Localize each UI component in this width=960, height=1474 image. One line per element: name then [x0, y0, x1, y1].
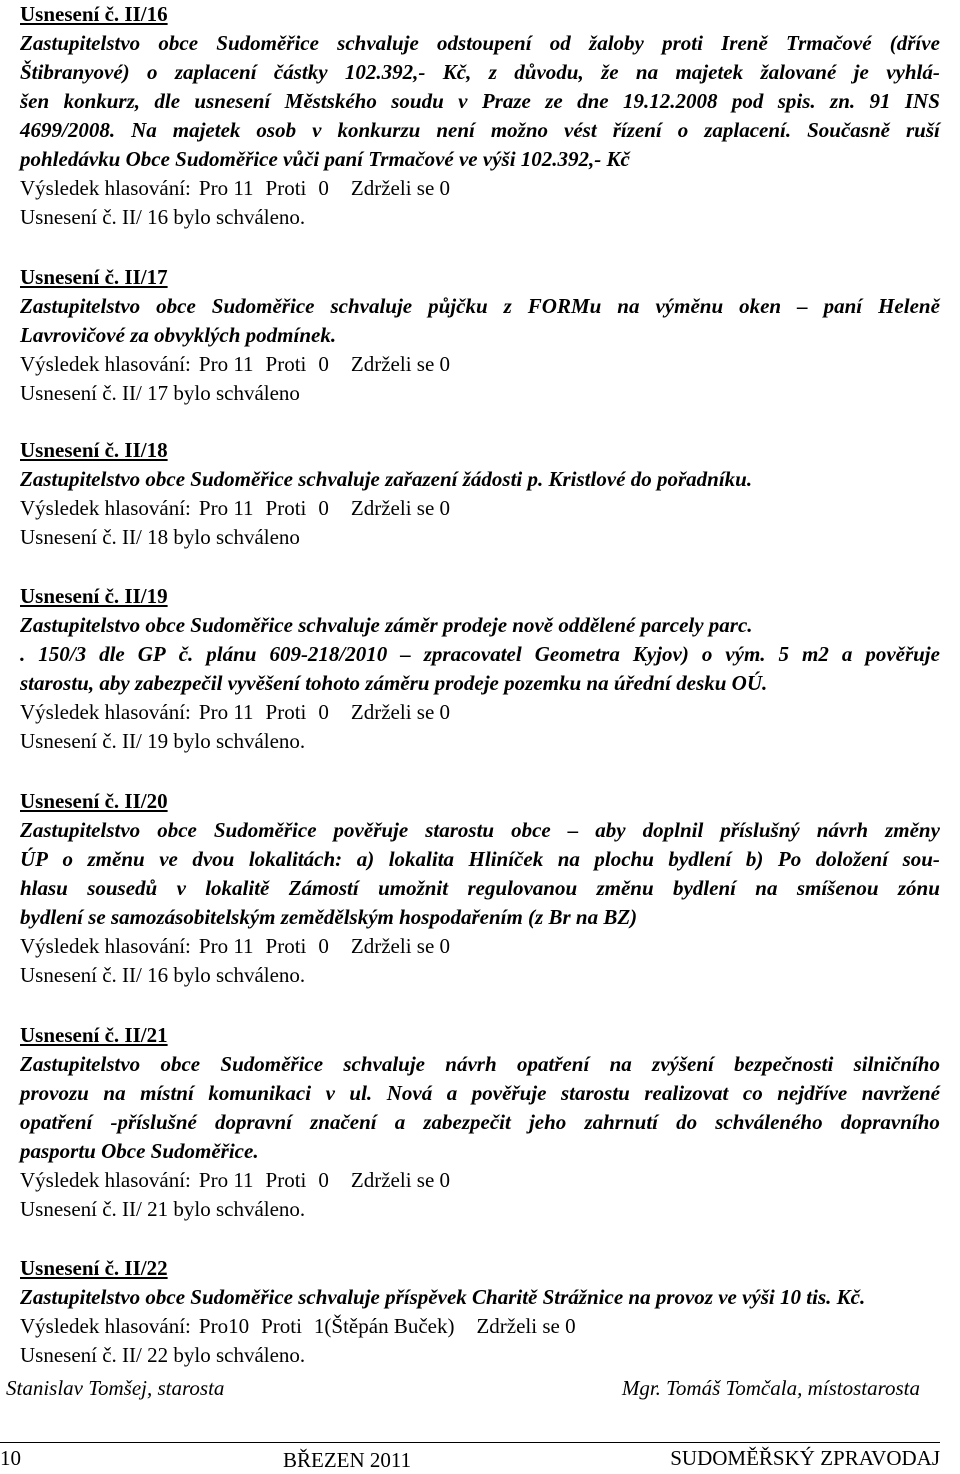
- resolution-text-line: opatření -příslušné dopravní značení a zabezpečit jeho zahrnutí do schváleného dopravního: [20, 1110, 940, 1134]
- vote-proti-count: 0: [318, 700, 329, 724]
- vote-result: [20, 932, 940, 961]
- vote-pro: Pro 11: [198, 700, 254, 724]
- page-footer: [0, 1446, 940, 1474]
- resolution-status: Usnesení č. II/ 17 bylo schváleno: [20, 381, 300, 405]
- vote-pro: Pro 11: [198, 496, 254, 520]
- vote-zdrzeli: Zdrželi se 0: [350, 352, 451, 376]
- resolution-status: Usnesení č. II/ 19 bylo schváleno.: [20, 729, 306, 753]
- resolution-block: [20, 1021, 940, 1224]
- resolution-text-line: Zastupitelstvo obce Sudoměřice schvaluje příspěvek Charitě Strážnice na provoz ve výši 10 tis. Kč.: [20, 1285, 866, 1309]
- vote-proti-count: 0: [318, 934, 329, 958]
- resolution-block: [20, 263, 940, 408]
- resolution-text-line: Zastupitelstvo obce Sudoměřice schvaluje zařazení žádosti p. Kristlové do pořadníku.: [20, 467, 753, 491]
- vote-zdrzeli: Zdrželi se 0: [476, 1314, 576, 1338]
- vote-pro: Pro 11: [198, 176, 254, 200]
- vote-result: [20, 1312, 940, 1341]
- resolution-status: Usnesení č. II/ 18 bylo schváleno: [20, 525, 300, 549]
- vote-result: [20, 174, 940, 203]
- resolution-text-line: Zastupitelstvo obce Sudoměřice schvaluje půjčku z FORMu na výměnu oken – paní Heleně: [20, 294, 940, 318]
- vote-label: Výsledek hlasování:: [20, 352, 191, 376]
- vote-proti-count: 1(Štěpán Buček): [313, 1314, 455, 1338]
- vote-zdrzeli: Zdrželi se 0: [350, 1168, 451, 1192]
- vote-proti: Proti: [265, 176, 307, 200]
- vote-label: Výsledek hlasování:: [20, 1168, 191, 1192]
- vote-label: Výsledek hlasování:: [20, 700, 191, 724]
- vote-proti: Proti: [265, 700, 307, 724]
- newsletter-title: SUDOMĚŘSKÝ ZPRAVODAJ: [670, 1446, 940, 1470]
- vote-label: Výsledek hlasování:: [20, 496, 191, 520]
- vote-result: [20, 1166, 940, 1195]
- resolution-text-line: hlasu sousedů v lokalitě Zámostí umožnit regulovanou změnu bydlení na smíšenou zónu: [20, 876, 940, 900]
- vote-proti-count: 0: [318, 352, 329, 376]
- resolution-text-line: šen konkurz, dle usnesení Městského soudu v Praze ze dne 19.12.2008 pod spis. zn. 91 INS: [20, 89, 940, 113]
- vote-result: [20, 350, 940, 379]
- resolution-block: [20, 436, 940, 552]
- issue-date: BŘEZEN 2011: [283, 1448, 412, 1472]
- resolution-text-line: provozu na místní komunikaci v ul. Nová a pověřuje starostu realizovat co nejdříve navržené: [20, 1081, 940, 1105]
- resolution-text-line: Zastupitelstvo obce Sudoměřice schvaluje odstoupení od žaloby proti Ireně Trmačové (dříve: [20, 31, 940, 55]
- resolution-heading: Usnesení č. II/20: [20, 789, 168, 813]
- vote-zdrzeli: Zdrželi se 0: [350, 496, 451, 520]
- resolution-heading: Usnesení č. II/19: [20, 584, 168, 608]
- resolution-status: Usnesení č. II/ 16 bylo schváleno.: [20, 963, 306, 987]
- vote-proti: Proti: [261, 1314, 302, 1338]
- deputy-mayor-signature: Mgr. Tomáš Tomčala, místostarosta: [621, 1376, 920, 1400]
- resolution-heading: Usnesení č. II/17: [20, 265, 168, 289]
- resolution-text-line: ÚP o změnu ve dvou lokalitách: a) lokalita Hliníček na plochu bydlení b) Po doložení sou-: [20, 847, 940, 871]
- vote-proti: Proti: [265, 496, 307, 520]
- resolution-text-line: . 150/3 dle GP č. plánu 609-218/2010 – zpracovatel Geometra Kyjov) o vým. 5 m2 a pověřuje: [20, 642, 940, 666]
- vote-proti-count: 0: [318, 496, 329, 520]
- resolution-heading: Usnesení č. II/18: [20, 438, 168, 462]
- resolution-text-line: Zastupitelstvo obce Sudoměřice schvaluje záměr prodeje nově oddělené parcely parc.: [20, 613, 753, 637]
- resolution-status: Usnesení č. II/ 22 bylo schváleno.: [20, 1343, 306, 1367]
- resolution-text-line: Lavrovičové za obvyklých podmínek.: [20, 323, 337, 347]
- vote-pro: Pro 11: [198, 352, 254, 376]
- vote-proti-count: 0: [318, 176, 329, 200]
- vote-pro: Pro 11: [198, 934, 254, 958]
- vote-label: Výsledek hlasování:: [20, 176, 191, 200]
- resolution-text-line: starostu, aby zabezpečil vyvěšení tohoto záměru prodeje pozemku na úřední desku OÚ.: [20, 671, 768, 695]
- resolution-text-line: Štibranyové) o zaplacení částky 102.392,- Kč, z důvodu, že na majetek žalované je vyhlá-: [20, 60, 940, 84]
- resolution-text-line: 4699/2008. Na majetek osob v konkurzu není možno vést řízení o zaplacení. Současně ruší: [20, 118, 940, 142]
- resolution-block: [20, 1254, 940, 1370]
- vote-proti-count: 0: [318, 1168, 329, 1192]
- footer-divider: [0, 1442, 940, 1443]
- resolution-block: [20, 0, 940, 232]
- vote-zdrzeli: Zdrželi se 0: [350, 176, 451, 200]
- resolution-text-line: pasportu Obce Sudoměřice.: [20, 1139, 259, 1163]
- vote-label: Výsledek hlasování:: [20, 1314, 191, 1338]
- vote-pro: Pro10: [198, 1314, 250, 1338]
- vote-result: [20, 494, 940, 523]
- resolution-block: [20, 582, 940, 756]
- vote-pro: Pro 11: [198, 1168, 254, 1192]
- resolution-heading: Usnesení č. II/22: [20, 1256, 168, 1280]
- resolution-heading: Usnesení č. II/21: [20, 1023, 168, 1047]
- resolution-text-line: bydlení se samozásobitelským zemědělským hospodařením (z Br na BZ): [20, 905, 638, 929]
- vote-result: [20, 698, 940, 727]
- vote-proti: Proti: [265, 352, 307, 376]
- page-number: 10: [0, 1446, 21, 1470]
- vote-proti: Proti: [265, 1168, 307, 1192]
- vote-label: Výsledek hlasování:: [20, 934, 191, 958]
- resolution-text-line: Zastupitelstvo obce Sudoměřice pověřuje starostu obce – aby doplnil příslušný návrh změny: [20, 818, 940, 842]
- vote-zdrzeli: Zdrželi se 0: [350, 934, 451, 958]
- resolution-block: [20, 787, 940, 990]
- resolution-status: Usnesení č. II/ 21 bylo schváleno.: [20, 1197, 306, 1221]
- resolution-text-line: Zastupitelstvo obce Sudoměřice schvaluje návrh opatření na zvýšení bezpečnosti silničního: [20, 1052, 940, 1076]
- vote-proti: Proti: [265, 934, 307, 958]
- mayor-signature: Stanislav Tomšej, starosta: [6, 1376, 225, 1400]
- resolution-text-line: pohledávku Obce Sudoměřice vůči paní Trmačové ve výši 102.392,- Kč: [20, 147, 630, 171]
- resolution-status: Usnesení č. II/ 16 bylo schváleno.: [20, 205, 306, 229]
- vote-zdrzeli: Zdrželi se 0: [350, 700, 451, 724]
- resolution-heading: Usnesení č. II/16: [20, 2, 168, 26]
- signatures: [6, 1374, 920, 1403]
